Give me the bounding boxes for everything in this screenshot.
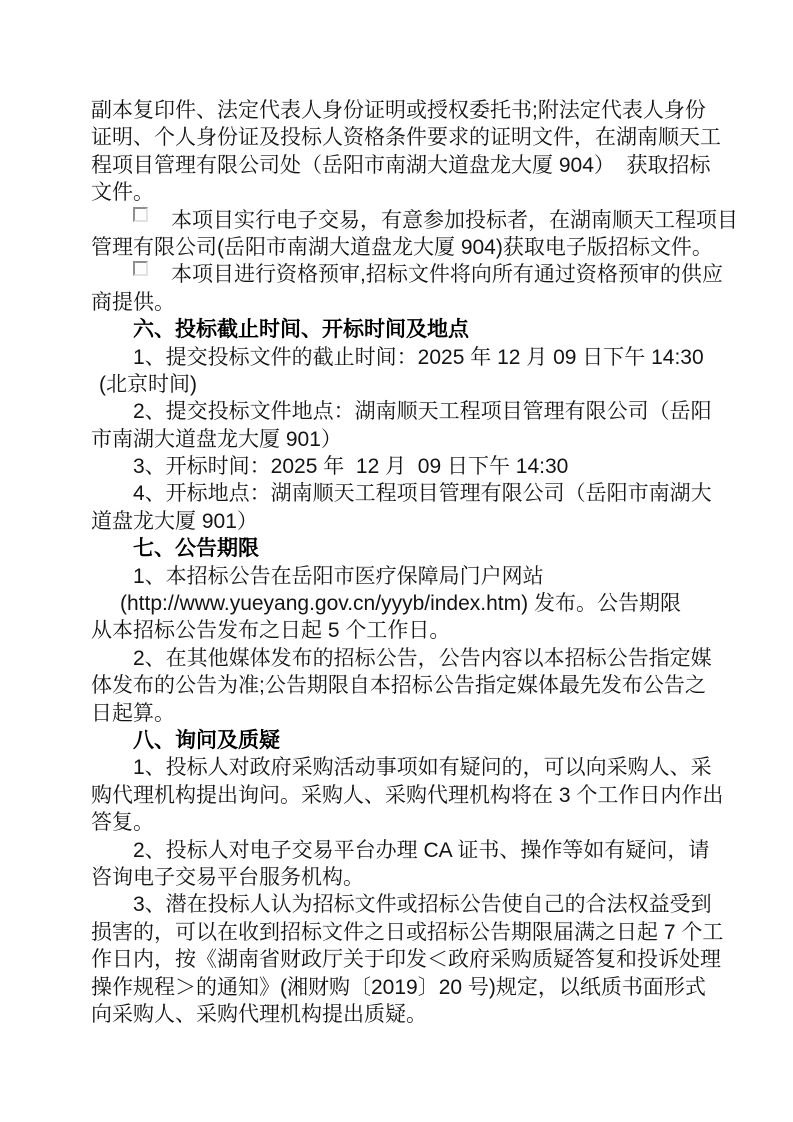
document-body: [91, 97, 738, 1028]
document-line: [91, 289, 731, 316]
line-text: 道盘龙大厦 901）: [91, 509, 258, 533]
section-heading: [91, 316, 731, 343]
document-line: [91, 782, 731, 809]
line-text: 向采购人、采购代理机构提出质疑。: [91, 1002, 427, 1026]
document-line: [91, 371, 731, 398]
line-text: 1、提交投标文件的截止时间：2025 年 12 月 09 日下午 14:30: [133, 345, 704, 369]
line-text: 4、开标地点：湖南顺天工程项目管理有限公司（岳阳市南湖大: [133, 482, 712, 506]
line-text: 程项目管理有限公司处（岳阳市南湖大道盘龙大厦 904） 获取招标: [91, 153, 711, 177]
document-line: [91, 234, 731, 261]
document-line: [91, 261, 731, 288]
line-text: 文件。: [91, 181, 154, 205]
line-text: 本项目进行资格预审,招标文件将向所有通过资格预审的供应: [171, 263, 723, 287]
line-text: 副本复印件、法定代表人身份证明或授权委托书;附法定代表人身份: [91, 99, 706, 122]
document-line: [91, 672, 731, 699]
document-line: [91, 891, 731, 918]
document-line: [91, 480, 731, 507]
checkbox-icon: [133, 261, 148, 276]
document-line: [91, 124, 731, 151]
line-text: 咨询电子交易平台服务机构。: [91, 865, 364, 889]
line-text: 1、本招标公告在岳阳市医疗保障局门户网站: [133, 564, 544, 588]
document-line: [91, 207, 738, 234]
document-line: [91, 645, 731, 672]
document-line: [91, 837, 731, 864]
line-text: 八、询问及质疑: [133, 728, 280, 752]
line-text: 六、投标截止时间、开标时间及地点: [133, 318, 469, 342]
line-text: 日起算。: [91, 701, 175, 725]
document-line: [91, 152, 731, 179]
document-line: [91, 344, 731, 371]
line-text: 2、投标人对电子交易平台办理 CA 证书、操作等如有疑问，请: [133, 838, 710, 862]
document-line: [91, 946, 731, 973]
section-heading: [91, 535, 731, 562]
line-text: 答复。: [91, 811, 154, 835]
document-line: [91, 919, 731, 946]
document-line: [91, 453, 731, 480]
line-text: 损害的，可以在收到招标文件之日或招标公告期限届满之日起 7 个工: [91, 920, 724, 944]
line-text: 商提供。: [91, 290, 175, 314]
document-line: [91, 809, 731, 836]
document-line: [91, 864, 731, 891]
line-text: 购代理机构提出询问。采购人、采购代理机构将在 3 个工作日内作出: [91, 783, 724, 807]
line-text: (http://www.yueyang.gov.cn/yyyb/index.htm) 发布。公告期限: [120, 592, 681, 616]
line-text: 体发布的公告为准;公告期限自本招标公告指定媒体最先发布公告之: [91, 674, 706, 698]
line-text: 作日内，按《湖南省财政厅关于印发＜政府采购质疑答复和投诉处理: [91, 948, 721, 972]
document-line: [91, 590, 731, 617]
document-line: [91, 563, 731, 590]
document-line: [91, 700, 731, 727]
document-line: [91, 97, 731, 124]
document-line: [91, 398, 731, 425]
line-text: 2、提交投标文件地点：湖南顺天工程项目管理有限公司（岳阳: [133, 400, 712, 424]
line-text: (北京时间): [99, 372, 197, 396]
line-text: 从本招标公告发布之日起 5 个工作日。: [91, 619, 451, 643]
line-text: 1、投标人对政府采购活动事项如有疑问的，可以向采购人、采: [133, 756, 712, 780]
document-line: [91, 974, 731, 1001]
line-text: 七、公告期限: [133, 537, 259, 561]
line-text: 3、开标时间：2025 年 12 月 09 日下午 14:30: [133, 455, 569, 479]
line-text: 2、在其他媒体发布的招标公告，公告内容以本招标公告指定媒: [133, 646, 712, 670]
line-text: 证明、个人身份证及投标人资格条件要求的证明文件，在湖南顺天工: [91, 126, 721, 150]
document-line: [91, 426, 731, 453]
line-text: 管理有限公司(岳阳市南湖大道盘龙大厦 904)获取电子版招标文件。: [91, 235, 713, 259]
document-line: [91, 754, 731, 781]
line-text: 本项目实行电子交易，有意参加投标者，在湖南顺天工程项目: [171, 208, 738, 232]
document-line: [91, 1001, 731, 1028]
line-text: 市南湖大道盘龙大厦 901）: [91, 427, 342, 451]
section-heading: [91, 727, 731, 754]
document-line: [91, 179, 731, 206]
document-line: [91, 508, 731, 535]
checkbox-icon: [133, 207, 148, 222]
line-text: 操作规程＞的通知》(湘财购〔2019〕20 号)规定，以纸质书面形式: [91, 975, 706, 999]
document-line: [91, 617, 731, 644]
line-text: 3、潜在投标人认为招标文件或招标公告使自己的合法权益受到: [133, 893, 712, 917]
